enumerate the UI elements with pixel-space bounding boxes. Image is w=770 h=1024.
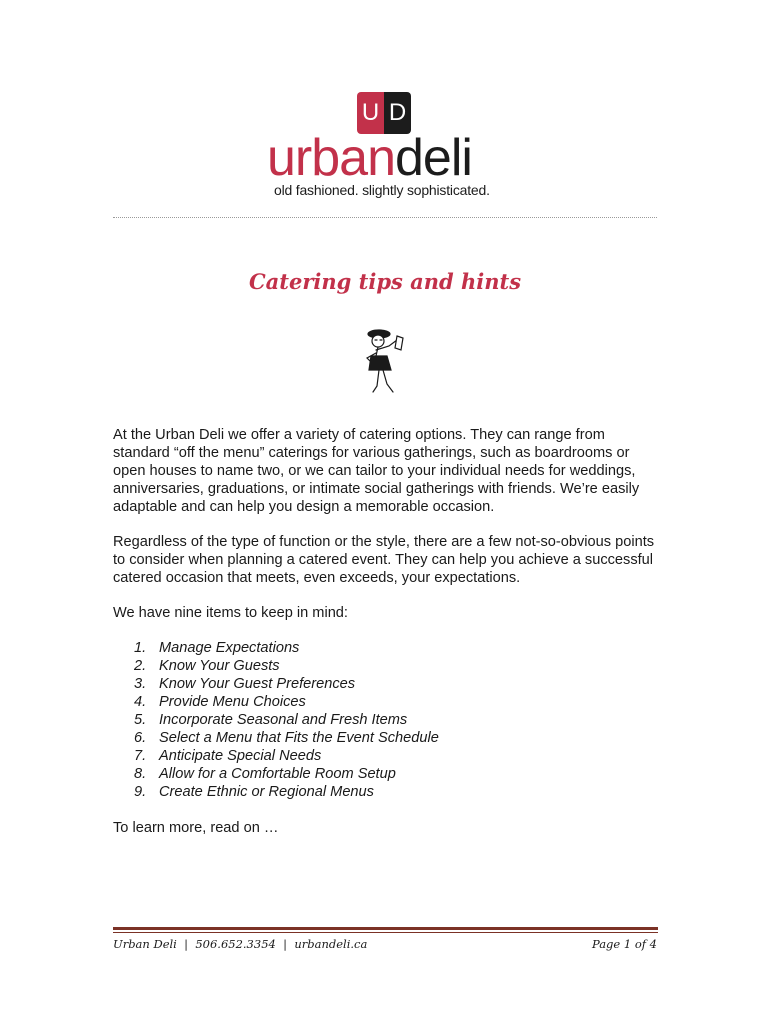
list-item: 1. Manage Expectations	[134, 640, 300, 656]
footer-page-number: Page 1 of 4	[591, 937, 657, 951]
list-item: 4. Provide Menu Choices	[134, 694, 306, 710]
waiter-figure-icon	[357, 326, 413, 398]
logo-monogram-u: U	[357, 92, 384, 134]
wordmark-urban: urban	[267, 129, 395, 187]
footer-contact: Urban Deli | 506.652.3354 | urbandeli.ca	[113, 937, 368, 951]
urban-deli-logo	[0, 0, 770, 205]
logo-monogram-d: D	[384, 92, 411, 134]
wordmark-deli: deli	[395, 129, 472, 187]
document-body	[113, 426, 665, 854]
list-item: 8. Allow for a Comfortable Room Setup	[134, 766, 396, 782]
tips-list	[113, 639, 665, 801]
footer-rule-thin	[113, 932, 658, 933]
list-item: 3. Know Your Guest Preferences	[134, 676, 356, 692]
paragraph-considerations: Regardless of the type of function or the style, there are a few not-so-obvious points to consider when planning a catered event. They can help you achieve a successful catered occasion that meets, even exceeds, your expectations.	[113, 534, 655, 586]
list-item: 5. Incorporate Seasonal and Fresh Items	[134, 712, 408, 728]
list-item: 7. Anticipate Special Needs	[134, 748, 322, 764]
list-item: 9. Create Ethnic or Regional Menus	[134, 784, 374, 800]
list-item: 2. Know Your Guests	[134, 658, 280, 674]
header-divider	[113, 217, 657, 218]
list-item: 6. Select a Menu that Fits the Event Schedule	[134, 730, 439, 746]
paragraph-intro: At the Urban Deli we offer a variety of catering options. They can range from standard “off the menu” caterings for various gatherings, such as boardrooms or open houses to name two, or we can tailor to your individual needs for weddings, anniversaries, graduations, or intimate social gatherings with friends. We’re easily adaptable and can help you design a memorable occasion.	[113, 427, 640, 515]
paragraph-list-lead: We have nine items to keep in mind:	[113, 605, 348, 621]
footer-rule-thick	[113, 927, 658, 930]
paragraph-closing: To learn more, read on …	[113, 820, 279, 836]
document-title: Catering tips and hints	[248, 269, 522, 294]
logo-wordmark	[267, 128, 472, 188]
logo-tagline: old fashioned. slightly sophisticated.	[274, 182, 490, 198]
